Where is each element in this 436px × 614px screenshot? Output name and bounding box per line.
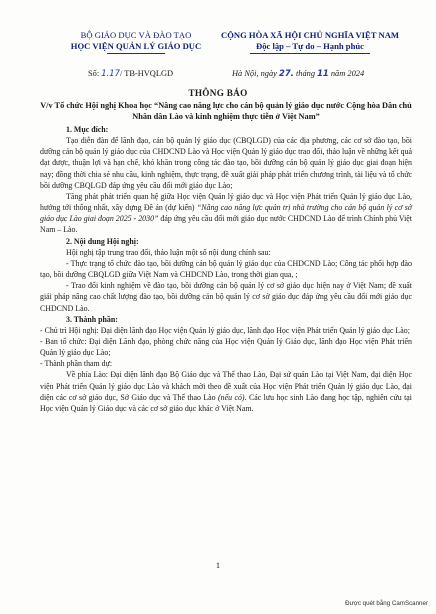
paragraph: Về phía Lào: Đại diện lãnh đạo Bộ Giáo dục và Thể thao Lào, Đại sứ quán Lào tại Việt Nam, đại diện Học viện Phát triển Quản lý giáo dục Lào và khách mời theo đề xuất của Học viện Phát triển Quản lý giáo dục Lào, đại diện các cơ sở giáo dục, Sở Giáo dục và Thể thao Lào (nếu có). Các lưu học sinh Lào đang học tập, nghiên cứu tại Học viện Quản lý Giáo dục và các cơ sở giáo dục khác ở Việt Nam. [40,370,412,413]
paragraph: - Trao đổi kinh nghiệm về đào tạo, bồi dưỡng cán bộ quản lý cơ sở giáo dục hiện nay ở Việt Nam; đề xuất giải pháp nâng cao chất lượng đào tạo, bồi dưỡng cán bộ quản lý cơ sở giáo dục đáp ứng yêu cầu đổi mới giáo dục CHDCND Lào. [40,281,412,313]
issue-date: Hà Nội, ngày 27. tháng 11 năm 2024 [232,68,365,78]
paragraph: - Ban tổ chức: Đại diện Lãnh đạo, phòng chức năng của Học viện Quản lý Giáo dục, lãnh đạo Học viện Phát triển Quản lý giáo dục Lào; [40,336,412,358]
header-underline [107,53,165,54]
paragraph: - Chủ trì Hội nghị: Đại diện lãnh đạo Học viện Quản lý giáo dục, lãnh đạo Học viện Phát triển Quản lý giáo dục Lào; [40,325,410,335]
paragraph: Hội nghị tập trung trao đổi, thảo luận một số nội dung chính sau: [66,247,271,257]
nation-name: CỘNG HÒA XÃ HỘI CHỦ NGHĨA VIỆT NAM [220,30,400,40]
paragraph: Tăng phát phát triển quan hệ giữa Học viện Quản lý giáo dục và Học viện Phát triển Quản lý giáo dục Lào, hướng tới thống nhất, xây dựng Đề án (dự kiến) “Nâng cao năng lực quản trị nhà trường cho cán bộ quản lý cơ sở giáo dục Lào giai đoạn 2025 - 2030” đáp ứng yêu cầu đổi mới giáo dục nước CHDCND Lào để trình Chính phủ Việt Nam – Lào. [40,191,412,235]
scanner-watermark: Được quét bằng CamScanner [345,600,428,607]
handwritten-number: 1.17 [101,68,120,78]
document-title: THÔNG BÁO [188,88,248,98]
section-heading-content: 2. Nội dung Hội nghị: [66,236,139,246]
handwritten-day: 27. [279,68,294,78]
academy-name: HỌC VIỆN QUẢN LÝ GIÁO DỤC [70,41,202,51]
motto-underline [250,53,370,54]
paragraph: - Thành phần tham dự: [40,359,113,369]
document-body [40,124,412,414]
paragraph: Tạo diễn đàn để lãnh đạo, cán bộ quản lý giáo dục (CBQLGD) của các địa phương, các cơ sở đào tạo, bồi dưỡng cán bộ quản lý giáo dục của CHDCND Lào và Học viện Quản lý giáo dục trao đổi, thảo luận về những kết quả đạt được, thuận lợi và hạn chế, khó khăn trong công tác đào tạo, bồi dưỡng cán bộ quản lý giáo dục giai đoạn hiện nay; đồng thời chia sẻ nhu cầu, kinh nghiệm, thực trạng, đề xuất giải pháp phát triển chương trình, tài liệu và tổ chức bồi dưỡng CBQLGD đáp ứng yêu cầu đổi mới giáo dục Lào; [40,136,412,190]
section-heading-purpose: 1. Mục đích: [66,125,109,134]
page-number: 1 [215,561,221,570]
document-number: Số: 1.17/ TB-HVQLGD [88,68,174,78]
document-subject: V/v Tổ chức Hội nghị Khoa học “Nâng cao năng lực cho cán bộ quản lý giáo dục nước Cộng hòa Dân chủ Nhân dân Lào và kinh nghiệm thực tiễn ở Việt Nam” [40,101,412,122]
handwritten-month: 11 [317,68,329,78]
issuer-header [56,30,216,54]
national-header [210,30,410,54]
ministry-name: BỘ GIÁO DỤC VÀ ĐÀO TẠO [80,30,192,40]
national-motto: Độc lập – Tự do – Hạnh phúc [256,41,364,51]
paragraph: - Thực trạng tổ chức đào tạo, bồi dưỡng cán bộ quản lý giáo dục của CHDCND Lào; Công tác phối hợp đào tạo, bồi dưỡng CBQLGD giữa Việt Nam và CHDCND Lào, trong thời gian qua, ; [40,258,412,280]
section-heading-participants: 3. Thành phần: [66,314,118,324]
